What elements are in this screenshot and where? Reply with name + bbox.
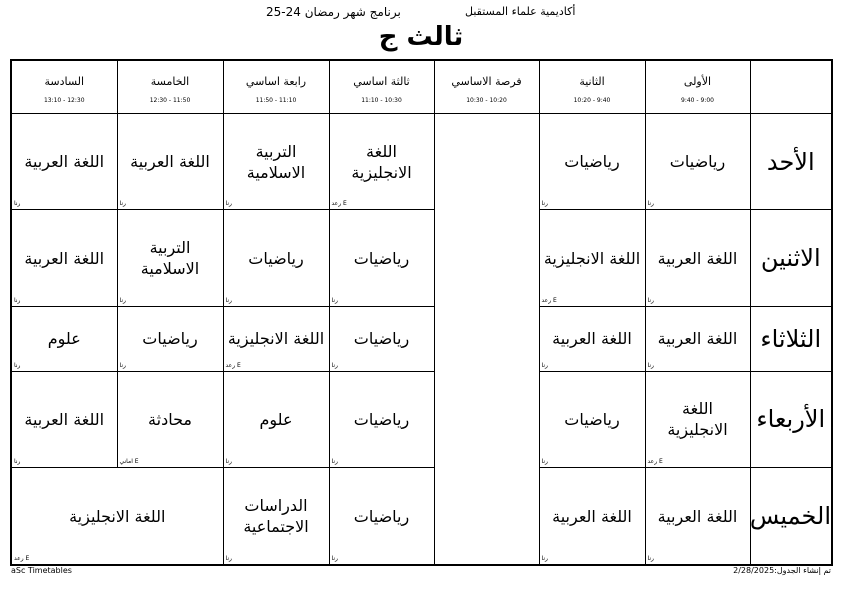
lesson-cell — [329, 210, 434, 306]
lesson-subject: اللغة العربية — [657, 329, 738, 349]
period-name: الثانية — [579, 74, 605, 88]
lesson-subject: اللغة الانجليزية — [227, 329, 325, 349]
lesson-cell — [645, 114, 750, 210]
period-time: 12:30 - 13:10 — [43, 96, 85, 104]
period-name: الخامسة — [150, 74, 190, 88]
lesson-teacher: رنا — [14, 361, 21, 369]
lesson-teacher: رنا — [647, 200, 654, 208]
day-row — [11, 468, 832, 566]
lesson-teacher: E اماني — [119, 458, 139, 465]
period-header — [223, 60, 329, 114]
lesson-teacher: رنا — [119, 296, 126, 304]
generator-credit: aSc Timetables — [11, 566, 72, 575]
period-name: فرصة الاساسي — [451, 74, 522, 88]
lesson-teacher: E رعد — [541, 296, 557, 304]
day-row — [11, 306, 832, 371]
lesson-teacher: رنا — [541, 200, 548, 208]
lesson-teacher: رنا — [541, 361, 548, 369]
period-name: الأولى — [683, 74, 712, 88]
lesson-subject: رياضيات — [564, 152, 620, 172]
lesson-cell — [539, 371, 645, 467]
lesson-teacher: E رعد — [647, 458, 663, 465]
lesson-subject: اللغة الانجليزية — [667, 399, 728, 440]
period-name: رابعة اساسي — [245, 74, 307, 88]
lesson-subject: رياضيات — [248, 248, 304, 268]
lesson-subject: رياضيات — [353, 329, 410, 349]
lesson-subject: اللغة العربية — [24, 248, 105, 268]
program-name: برنامج شهر رمضان 24-25 — [266, 5, 401, 19]
lesson-subject: اللغة الانجليزية — [543, 248, 641, 268]
lesson-subject: اللغة الانجليزية — [351, 141, 412, 182]
lesson-cell — [645, 468, 750, 566]
lesson-subject: محادثة — [148, 409, 192, 429]
lesson-teacher: رنا — [225, 296, 232, 304]
lesson-subject: رياضيات — [564, 409, 620, 429]
lesson-cell — [645, 210, 750, 306]
lesson-teacher: رنا — [331, 296, 338, 304]
period-header-row — [11, 60, 832, 114]
lesson-subject: اللغة الانجليزية — [69, 506, 166, 526]
lesson-teacher: رنا — [331, 361, 338, 369]
period-header — [117, 60, 223, 114]
lesson-subject: اللغة العربية — [552, 506, 632, 526]
period-time: 10:30 - 11:10 — [361, 96, 402, 104]
lesson-cell — [539, 468, 645, 566]
day-label: الثلاثاء — [750, 306, 832, 371]
lesson-teacher: رنا — [647, 296, 654, 304]
lesson-subject: اللغة العربية — [552, 329, 632, 349]
lesson-teacher: رنا — [331, 555, 338, 562]
period-name: السادسة — [44, 74, 85, 88]
lesson-subject: اللغة العربية — [24, 152, 105, 172]
period-name: ثالثة اساسي — [353, 74, 410, 88]
lesson-teacher: E رعد — [331, 200, 347, 208]
lesson-cell — [329, 371, 434, 467]
corner-cell — [750, 60, 832, 114]
lesson-subject: رياضيات — [353, 506, 410, 526]
lesson-teacher: رنا — [119, 200, 126, 208]
lesson-teacher: رنا — [647, 361, 654, 369]
lesson-teacher: رنا — [225, 458, 232, 465]
lesson-cell — [645, 306, 750, 371]
lesson-subject: اللغة العربية — [657, 248, 738, 268]
lesson-teacher: رنا — [541, 458, 548, 465]
lesson-cell — [11, 371, 117, 467]
lesson-cell — [539, 114, 645, 210]
lesson-subject: علوم — [47, 329, 81, 349]
lesson-subject: التربية الاسلامية — [246, 141, 306, 182]
lesson-teacher: E رعد — [14, 555, 30, 562]
lesson-teacher: رنا — [225, 200, 232, 208]
lesson-cell — [223, 210, 329, 306]
lesson-cell — [329, 468, 434, 566]
lesson-teacher: رنا — [119, 361, 126, 369]
break-column — [434, 114, 539, 566]
day-label: الأحد — [750, 114, 832, 210]
lesson-subject: رياضيات — [669, 152, 726, 172]
lesson-cell — [11, 114, 117, 210]
period-header — [329, 60, 434, 114]
lesson-cell — [11, 210, 117, 306]
lesson-subject: اللغة العربية — [24, 409, 105, 429]
period-time: 10:20 - 10:30 — [466, 96, 507, 104]
lesson-subject: اللغة العربية — [657, 506, 738, 526]
lesson-teacher: رنا — [541, 555, 548, 562]
lesson-cell — [329, 306, 434, 371]
day-label: الأربعاء — [750, 371, 832, 467]
lesson-cell — [223, 371, 329, 467]
period-time: 11:10 - 11:50 — [255, 96, 297, 104]
period-header — [434, 60, 539, 114]
lesson-teacher: رنا — [14, 200, 21, 208]
lesson-cell — [223, 306, 329, 371]
period-time: 9:00 - 9:40 — [681, 96, 714, 104]
period-header — [539, 60, 645, 114]
lesson-cell — [117, 114, 223, 210]
lesson-subject: الدراسات الاجتماعية — [243, 496, 309, 536]
lesson-cell — [539, 210, 645, 306]
lesson-cell — [117, 210, 223, 306]
lesson-cell — [117, 306, 223, 371]
class-title: ثالث ج — [378, 22, 464, 52]
period-time: 11:50 - 12:30 — [149, 96, 191, 104]
period-header — [11, 60, 117, 114]
lesson-teacher: رنا — [14, 458, 21, 465]
lesson-subject: اللغة العربية — [130, 152, 210, 172]
period-time: 9:40 - 10:20 — [573, 96, 611, 104]
lesson-teacher: رنا — [14, 296, 21, 304]
lesson-teacher: E رعد — [225, 361, 241, 369]
academy-name: أكاديمية علماء المستقبل — [465, 5, 576, 18]
lesson-cell — [223, 468, 329, 566]
lesson-subject: التربية الاسلامية — [140, 238, 200, 279]
lesson-cell — [11, 306, 117, 371]
day-row — [11, 114, 832, 210]
day-row — [11, 210, 832, 306]
timetable — [10, 59, 833, 566]
lesson-subject: رياضيات — [142, 329, 198, 349]
lesson-teacher: رنا — [225, 555, 232, 562]
lesson-subject: رياضيات — [353, 248, 410, 268]
lesson-cell — [539, 306, 645, 371]
lesson-teacher: رنا — [647, 555, 654, 562]
lesson-cell — [223, 114, 329, 210]
day-row — [11, 371, 832, 467]
lesson-cell — [11, 468, 223, 566]
day-label: الخميس — [750, 468, 832, 566]
creation-date: تم إنشاء الجدول:2/28/2025 — [733, 566, 831, 575]
day-label: الاثنين — [750, 210, 832, 306]
lesson-teacher: رنا — [331, 458, 338, 465]
lesson-subject: رياضيات — [353, 409, 410, 429]
lesson-cell — [329, 114, 434, 210]
lesson-cell — [117, 371, 223, 467]
lesson-subject: علوم — [259, 409, 293, 429]
period-header — [645, 60, 750, 114]
lesson-cell — [645, 371, 750, 467]
